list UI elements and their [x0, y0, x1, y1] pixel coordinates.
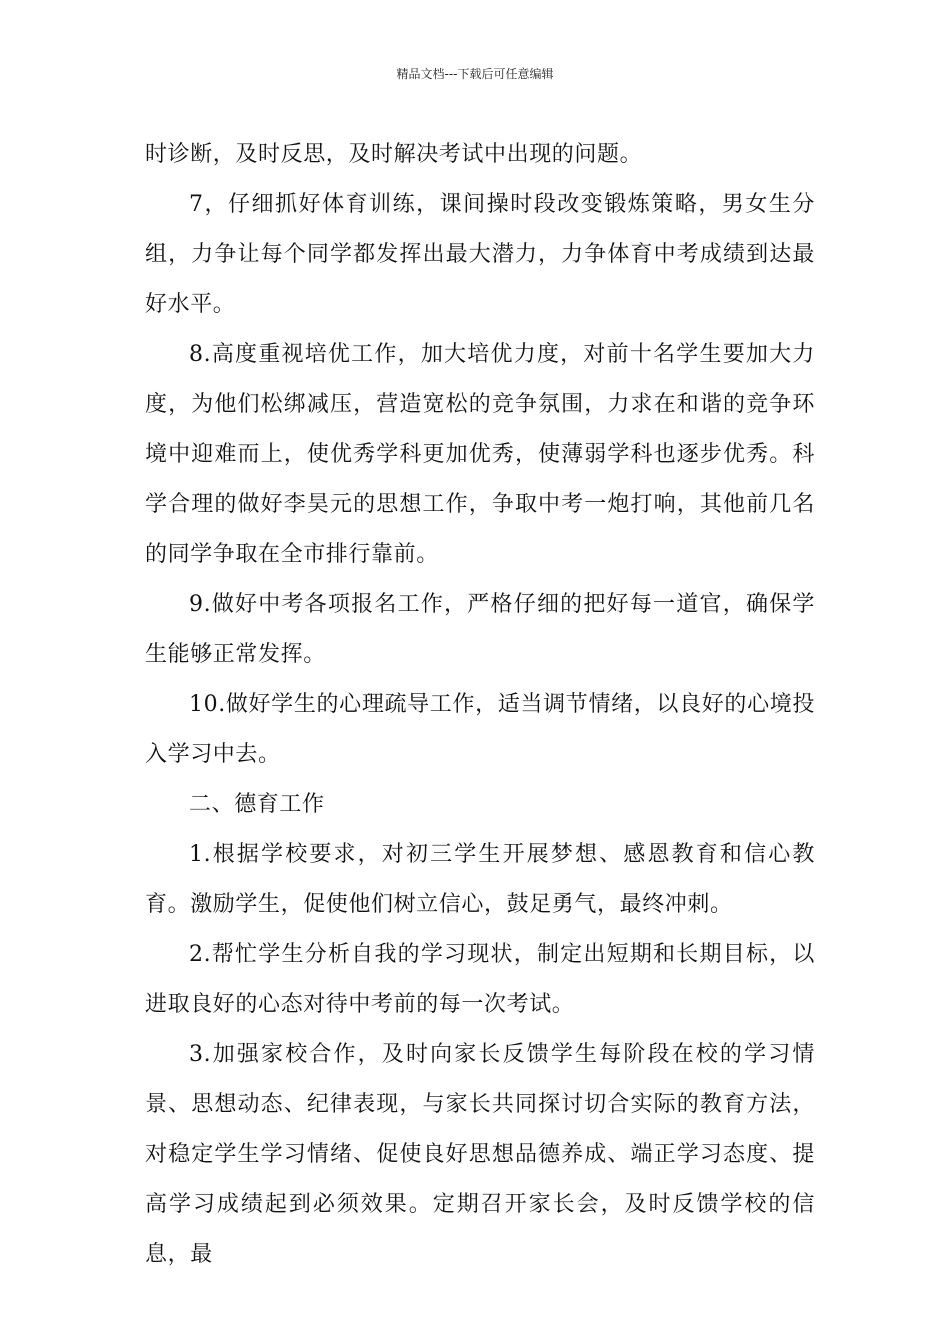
- paragraph-1: 时诊断，及时反思，及时解决考试中出现的问题。: [145, 142, 643, 167]
- paragraph-4: 9.做好中考各项报名工作，严格仔细的把好每一道官，确保学生能够正常发挥。: [145, 592, 815, 667]
- paragraph-9: 3.加强家校合作，及时向家长反馈学生每阶段在校的学习情景、思想动态、纪律表现，与家长共同探讨切合实际的教育方法，对稳定学生学习情绪、促使良好思想品德养成、端正学习态度、提高学习成绩起到必须效果。定期召开家长会，及时反馈学校的信息，最: [145, 1042, 815, 1267]
- paragraph-2: 7，仔细抓好体育训练，课间操时段改变锻炼策略，男女生分组，力争让每个同学都发挥出最大潜力，力争体育中考成绩到达最好水平。: [145, 192, 815, 317]
- paragraph-3: 8.高度重视培优工作，加大培优力度，对前十名学生要加大力度，为他们松绑减压，营造宽松的竞争氛围，力求在和谐的竞争环境中迎难而上，使优秀学科更加优秀，使薄弱学科也逐步优秀。科学合理的做好李昊元的思想工作，争取中考一炮打响，其他前几名的同学争取在全市排行靠前。: [145, 342, 815, 567]
- document-body: [145, 130, 815, 1280]
- paragraph-8: 2.帮忙学生分析自我的学习现状，制定出短期和长期目标，以进取良好的心态对待中考前的每一次考试。: [145, 942, 815, 1017]
- section-heading: 二、德育工作: [189, 792, 325, 817]
- paragraph-5: 10.做好学生的心理疏导工作，适当调节情绪，以良好的心境投入学习中去。: [145, 692, 815, 767]
- paragraph-7: 1.根据学校要求，对初三学生开展梦想、感恩教育和信心教育。激励学生，促使他们树立信心，鼓足勇气，最终冲刺。: [145, 842, 815, 917]
- page-header: 精品文档---下载后可任意编辑: [396, 67, 554, 81]
